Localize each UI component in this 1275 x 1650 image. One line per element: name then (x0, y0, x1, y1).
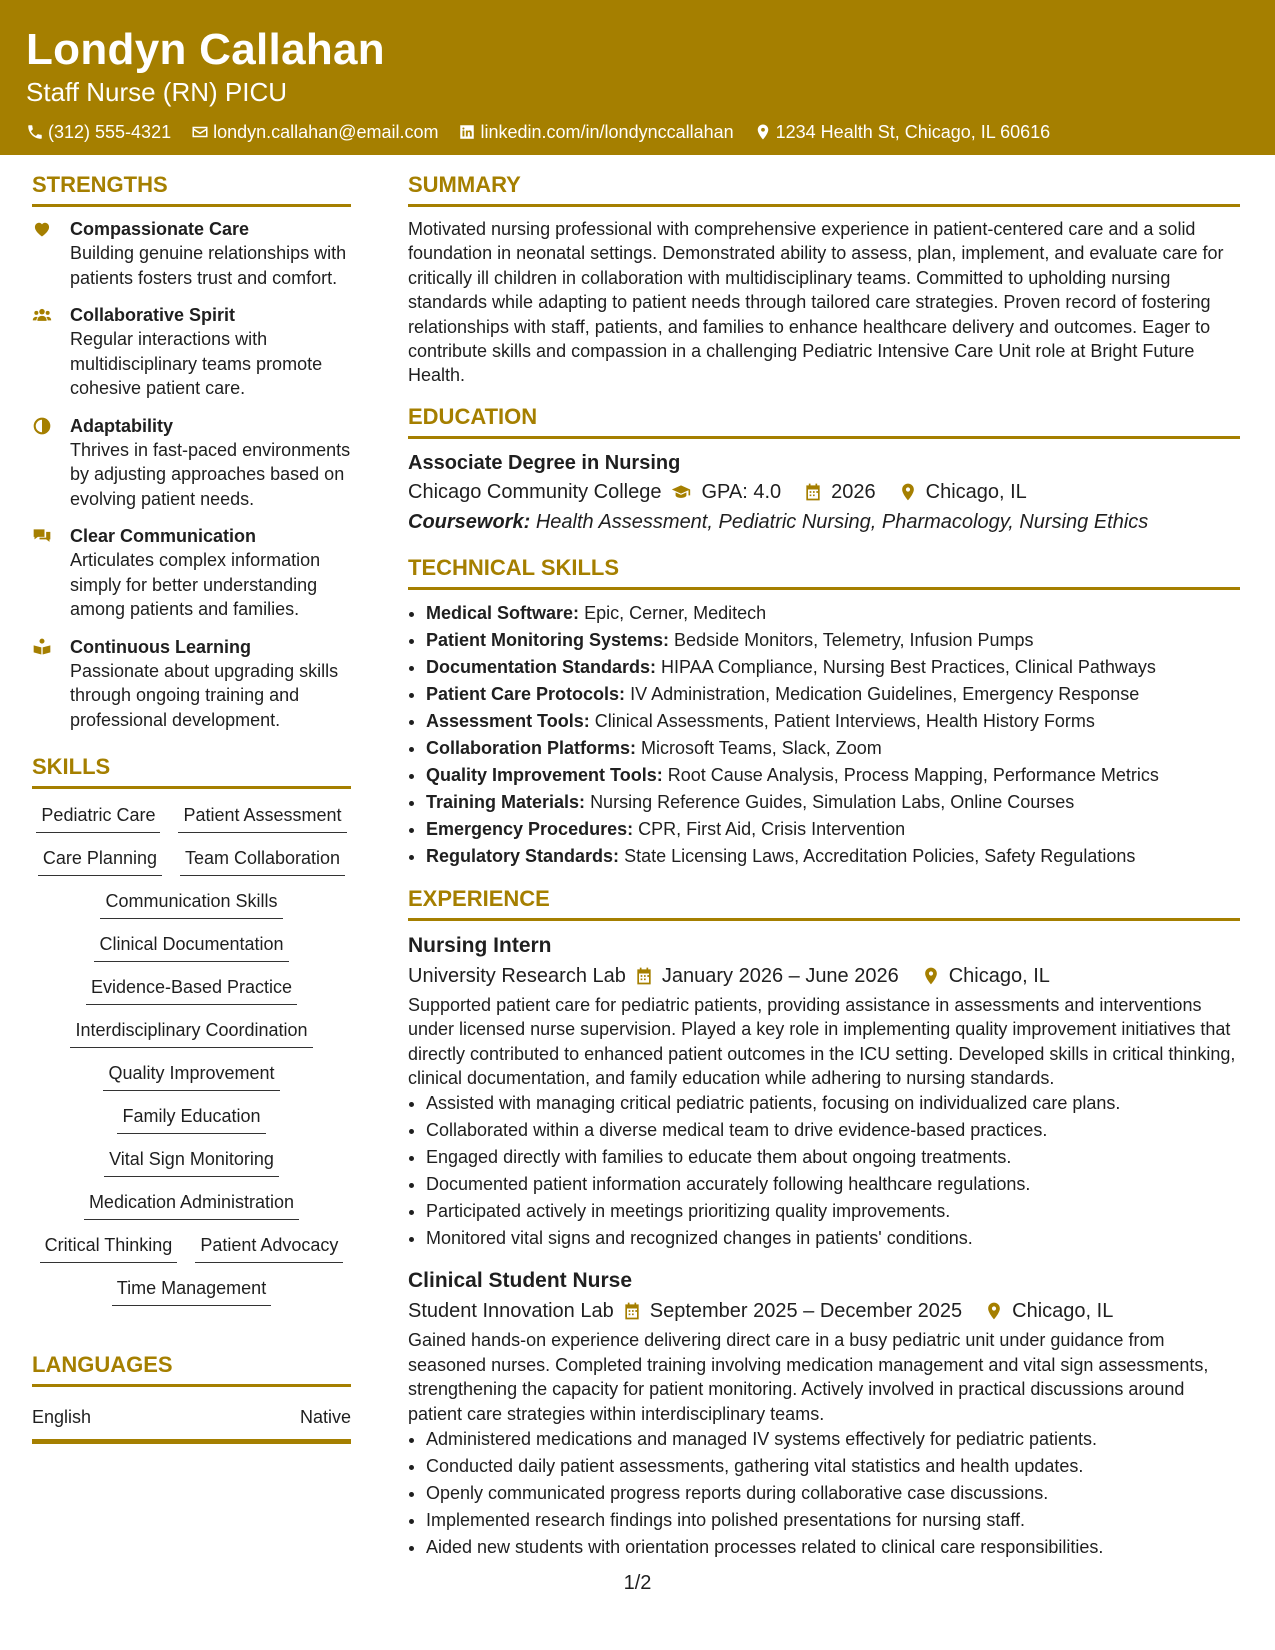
tech-label: Regulatory Standards: (426, 845, 620, 866)
language-name: English (32, 1407, 92, 1427)
skill-chip: Interdisciplinary Coordination (70, 1018, 312, 1048)
job-bullets (408, 1090, 1240, 1252)
tech-value: Bedside Monitors, Telemetry, Infusion Pumps (674, 629, 1034, 650)
list-item (426, 600, 1240, 627)
envelope-icon (191, 123, 209, 141)
skill-chip: Pediatric Care (36, 803, 160, 833)
strength-title: Clear Communication (70, 526, 257, 546)
tech-label: Quality Improvement Tools: (426, 764, 663, 785)
list-item: • Openly communicated progress reports during collaborative case discussions. (426, 1480, 1240, 1507)
contact-linkedin[interactable] (458, 120, 733, 144)
skill-chip: Medication Administration (84, 1190, 299, 1220)
skill-chip: Clinical Documentation (94, 932, 288, 962)
list-item (426, 735, 1240, 762)
language-row (32, 1405, 351, 1444)
list-item: • Administered medications and managed IV systems effectively for pediatric patients. (426, 1426, 1240, 1453)
list-item: • Collaborated within a diverse medical team to drive evidence-based practices. (426, 1117, 1240, 1144)
linkedin-text: linkedin.com/in/londynccallahan (480, 122, 734, 142)
skill-chip: Care Planning (38, 846, 162, 876)
list-item: • Monitored vital signs and recognized changes in patients' conditions. (426, 1225, 1240, 1252)
strength-item (32, 303, 351, 401)
tech-value: Epic, Cerner, Meditech (584, 602, 767, 623)
skill-chip: Time Management (112, 1276, 271, 1306)
tech-label: Training Materials: (426, 791, 586, 812)
strength-desc: Articulates complex information simply for better understanding among patients and families. (70, 550, 321, 619)
job-description: Supported patient care for pediatric patients, providing assistance in assessments and interventions under licensed nurse supervision. Played a key role in implementing quality improvement initiatives that directly contributed to enhanced patient outcomes in the ICU setting. Developed skills in critical thinking, clinical documentation, and family education while adhering to nursing standards. (408, 994, 1236, 1089)
list-item (426, 816, 1240, 843)
tech-label: Patient Monitoring Systems: (426, 629, 670, 650)
strength-item (32, 217, 351, 290)
strength-item (32, 414, 351, 512)
job-org: Student Innovation Lab (408, 1300, 614, 1323)
strength-title: Compassionate Care (70, 219, 250, 239)
job-bullets (408, 1426, 1240, 1561)
skill-chip: Quality Improvement (103, 1061, 279, 1091)
job-title: Clinical Student Nurse (408, 1269, 633, 1293)
education-meta (408, 477, 1240, 507)
strength-desc: Passionate about upgrading skills through ongoing training and professional development. (70, 660, 339, 730)
job-location: Chicago, IL (1012, 1300, 1114, 1323)
language-level: Native (299, 1407, 351, 1427)
skill-chip: Patient Assessment (178, 803, 346, 833)
tech-value: HIPAA Compliance, Nursing Best Practices, Clinical Pathways (661, 656, 1156, 677)
address-text: 1234 Health St, Chicago, IL 60616 (775, 122, 1051, 142)
tech-value: State Licensing Laws, Accreditation Policies, Safety Regulations (624, 845, 1136, 866)
tech-label: Documentation Standards: (426, 656, 657, 677)
strength-desc: Thrives in fast-paced environments by adjusting approaches based on evolving patient needs. (70, 439, 351, 509)
contact-phone[interactable] (26, 120, 171, 144)
graduation-cap-icon (669, 482, 693, 502)
left-column (32, 170, 351, 1444)
education-location: Chicago, IL (925, 480, 1027, 503)
skills-list (32, 803, 351, 1306)
list-item (426, 762, 1240, 789)
job-dates: January 2026 – June 2026 (661, 964, 899, 987)
list-item: • Aided new students with orientation processes related to clinical care responsibilities. (426, 1534, 1240, 1561)
strength-desc: Regular interactions with multidisciplinary teams promote cohesive patient care. (70, 329, 323, 398)
strength-item (32, 635, 351, 733)
list-item (426, 843, 1240, 870)
job-meta (408, 961, 1240, 991)
skill-chip: Patient Advocacy (195, 1233, 343, 1263)
job-entry (408, 1266, 1240, 1561)
heart-icon (32, 219, 52, 239)
right-column (408, 170, 1240, 1575)
users-icon (32, 305, 52, 325)
calendar-icon (634, 966, 654, 986)
tech-label: Medical Software: (426, 602, 580, 623)
tech-label: Patient Care Protocols: (426, 683, 626, 704)
skills-heading: SKILLS (32, 752, 351, 789)
contact-address (754, 120, 1051, 144)
linkedin-icon (458, 123, 476, 141)
map-marker-icon (754, 123, 772, 141)
page-number: 1/2 (623, 1572, 652, 1594)
education-year: 2026 (831, 480, 876, 503)
strength-item (32, 524, 351, 622)
education-coursework (408, 507, 1240, 537)
list-item (426, 681, 1240, 708)
strength-title: Adaptability (70, 415, 174, 436)
comments-icon (32, 526, 52, 546)
calendar-icon (622, 1301, 642, 1321)
summary-text: Motivated nursing professional with comprehensive experience in patient-centered care and a solid foundation in neonatal settings. Demonstrated ability to assess, plan, implement, and evaluate care for critically ill children in collaboration with multidisciplinary teams. Committed to upholding nursing standards while adapting to patient needs through tailored care strategies. Proven record of fostering relationships with staff, patients, and families to enhance healthcare delivery and outcomes. Eager to contribute skills and compassion in a challenging Pediatric Intensive Care Unit role at Bright Future Health. (408, 219, 1224, 386)
map-marker-icon (984, 1301, 1004, 1321)
job-entry (408, 931, 1240, 1253)
list-item (426, 708, 1240, 735)
list-item: • Assisted with managing critical pediatric patients, focusing on individualized care plans. (426, 1090, 1240, 1117)
coursework-label: Coursework: (408, 510, 531, 533)
education-degree: Associate Degree in Nursing (408, 451, 681, 474)
contact-email[interactable] (191, 120, 438, 144)
job-description: Gained hands-on experience delivering direct care in a busy pediatric unit under guidance from seasoned nurses. Completed training involving medication management and vital sign assessments, strengthening the capacity for patient monitoring. Actively involved in practical discussions around patient care strategies within interdisciplinary teams. (408, 1330, 1209, 1424)
education-gpa: GPA: 4.0 (701, 480, 782, 503)
email-text: londyn.callahan@email.com (213, 122, 439, 142)
tech-value: IV Administration, Medication Guidelines, Emergency Response (630, 683, 1140, 704)
tech-label: Emergency Procedures: (426, 818, 634, 839)
tech-value: Microsoft Teams, Slack, Zoom (641, 737, 882, 758)
experience-heading: EXPERIENCE (408, 884, 1240, 921)
strength-desc: Building genuine relationships with patients fosters trust and comfort. (70, 243, 347, 288)
list-item: • Engaged directly with families to educate them about ongoing treatments. (426, 1144, 1240, 1171)
contact-bar (26, 120, 1249, 144)
strength-title: Collaborative Spirit (70, 305, 236, 325)
candidate-title: Staff Nurse (RN) PICU (26, 77, 288, 107)
list-item: • Documented patient information accurately following healthcare regulations. (426, 1171, 1240, 1198)
technical-skills-list (408, 600, 1240, 870)
tech-value: Clinical Assessments, Patient Interviews, Health History Forms (594, 710, 1095, 731)
list-item: • Conducted daily patient assessments, gathering vital statistics and health updates. (426, 1453, 1240, 1480)
tech-value: CPR, First Aid, Crisis Intervention (638, 818, 906, 839)
technical-skills-heading: TECHNICAL SKILLS (408, 553, 1240, 590)
coursework-list: Health Assessment, Pediatric Nursing, Pharmacology, Nursing Ethics (535, 510, 1149, 533)
candidate-name: Londyn Callahan (26, 25, 385, 74)
skill-chip: Communication Skills (100, 889, 282, 919)
tech-label: Collaboration Platforms: (426, 737, 637, 758)
phone-icon (26, 123, 44, 141)
half-circle-icon (32, 416, 52, 436)
calendar-icon (803, 482, 823, 502)
reader-icon (32, 637, 52, 657)
education-school: Chicago Community College (408, 480, 662, 503)
list-item: • Implemented research findings into polished presentations for nursing staff. (426, 1507, 1240, 1534)
summary-heading: SUMMARY (408, 170, 1240, 207)
job-location: Chicago, IL (948, 964, 1050, 987)
skill-chip: Family Education (117, 1104, 265, 1134)
tech-value: Nursing Reference Guides, Simulation Labs, Online Courses (590, 791, 1075, 812)
list-item (426, 789, 1240, 816)
tech-label: Assessment Tools: (426, 710, 590, 731)
job-org: University Research Lab (408, 964, 626, 987)
strengths-heading: STRENGTHS (32, 170, 351, 207)
skill-chip: Critical Thinking (40, 1233, 178, 1263)
list-item (426, 627, 1240, 654)
list-item (426, 654, 1240, 681)
languages-heading: LANGUAGES (32, 1350, 351, 1387)
map-marker-icon (921, 966, 941, 986)
list-item: • Participated actively in meetings prioritizing quality improvements. (426, 1198, 1240, 1225)
job-title: Nursing Intern (408, 933, 552, 957)
job-dates: September 2025 – December 2025 (649, 1300, 963, 1323)
skill-chip: Evidence-Based Practice (86, 975, 297, 1005)
strengths-list (32, 217, 351, 732)
resume-header (0, 0, 1275, 155)
job-meta (408, 1296, 1240, 1326)
tech-value: Root Cause Analysis, Process Mapping, Performance Metrics (667, 764, 1159, 785)
skill-chip: Team Collaboration (180, 846, 345, 876)
map-marker-icon (898, 482, 918, 502)
education-heading: EDUCATION (408, 402, 1240, 439)
strength-title: Continuous Learning (70, 636, 251, 657)
skill-chip: Vital Sign Monitoring (104, 1147, 279, 1177)
phone-text: (312) 555-4321 (48, 122, 172, 142)
